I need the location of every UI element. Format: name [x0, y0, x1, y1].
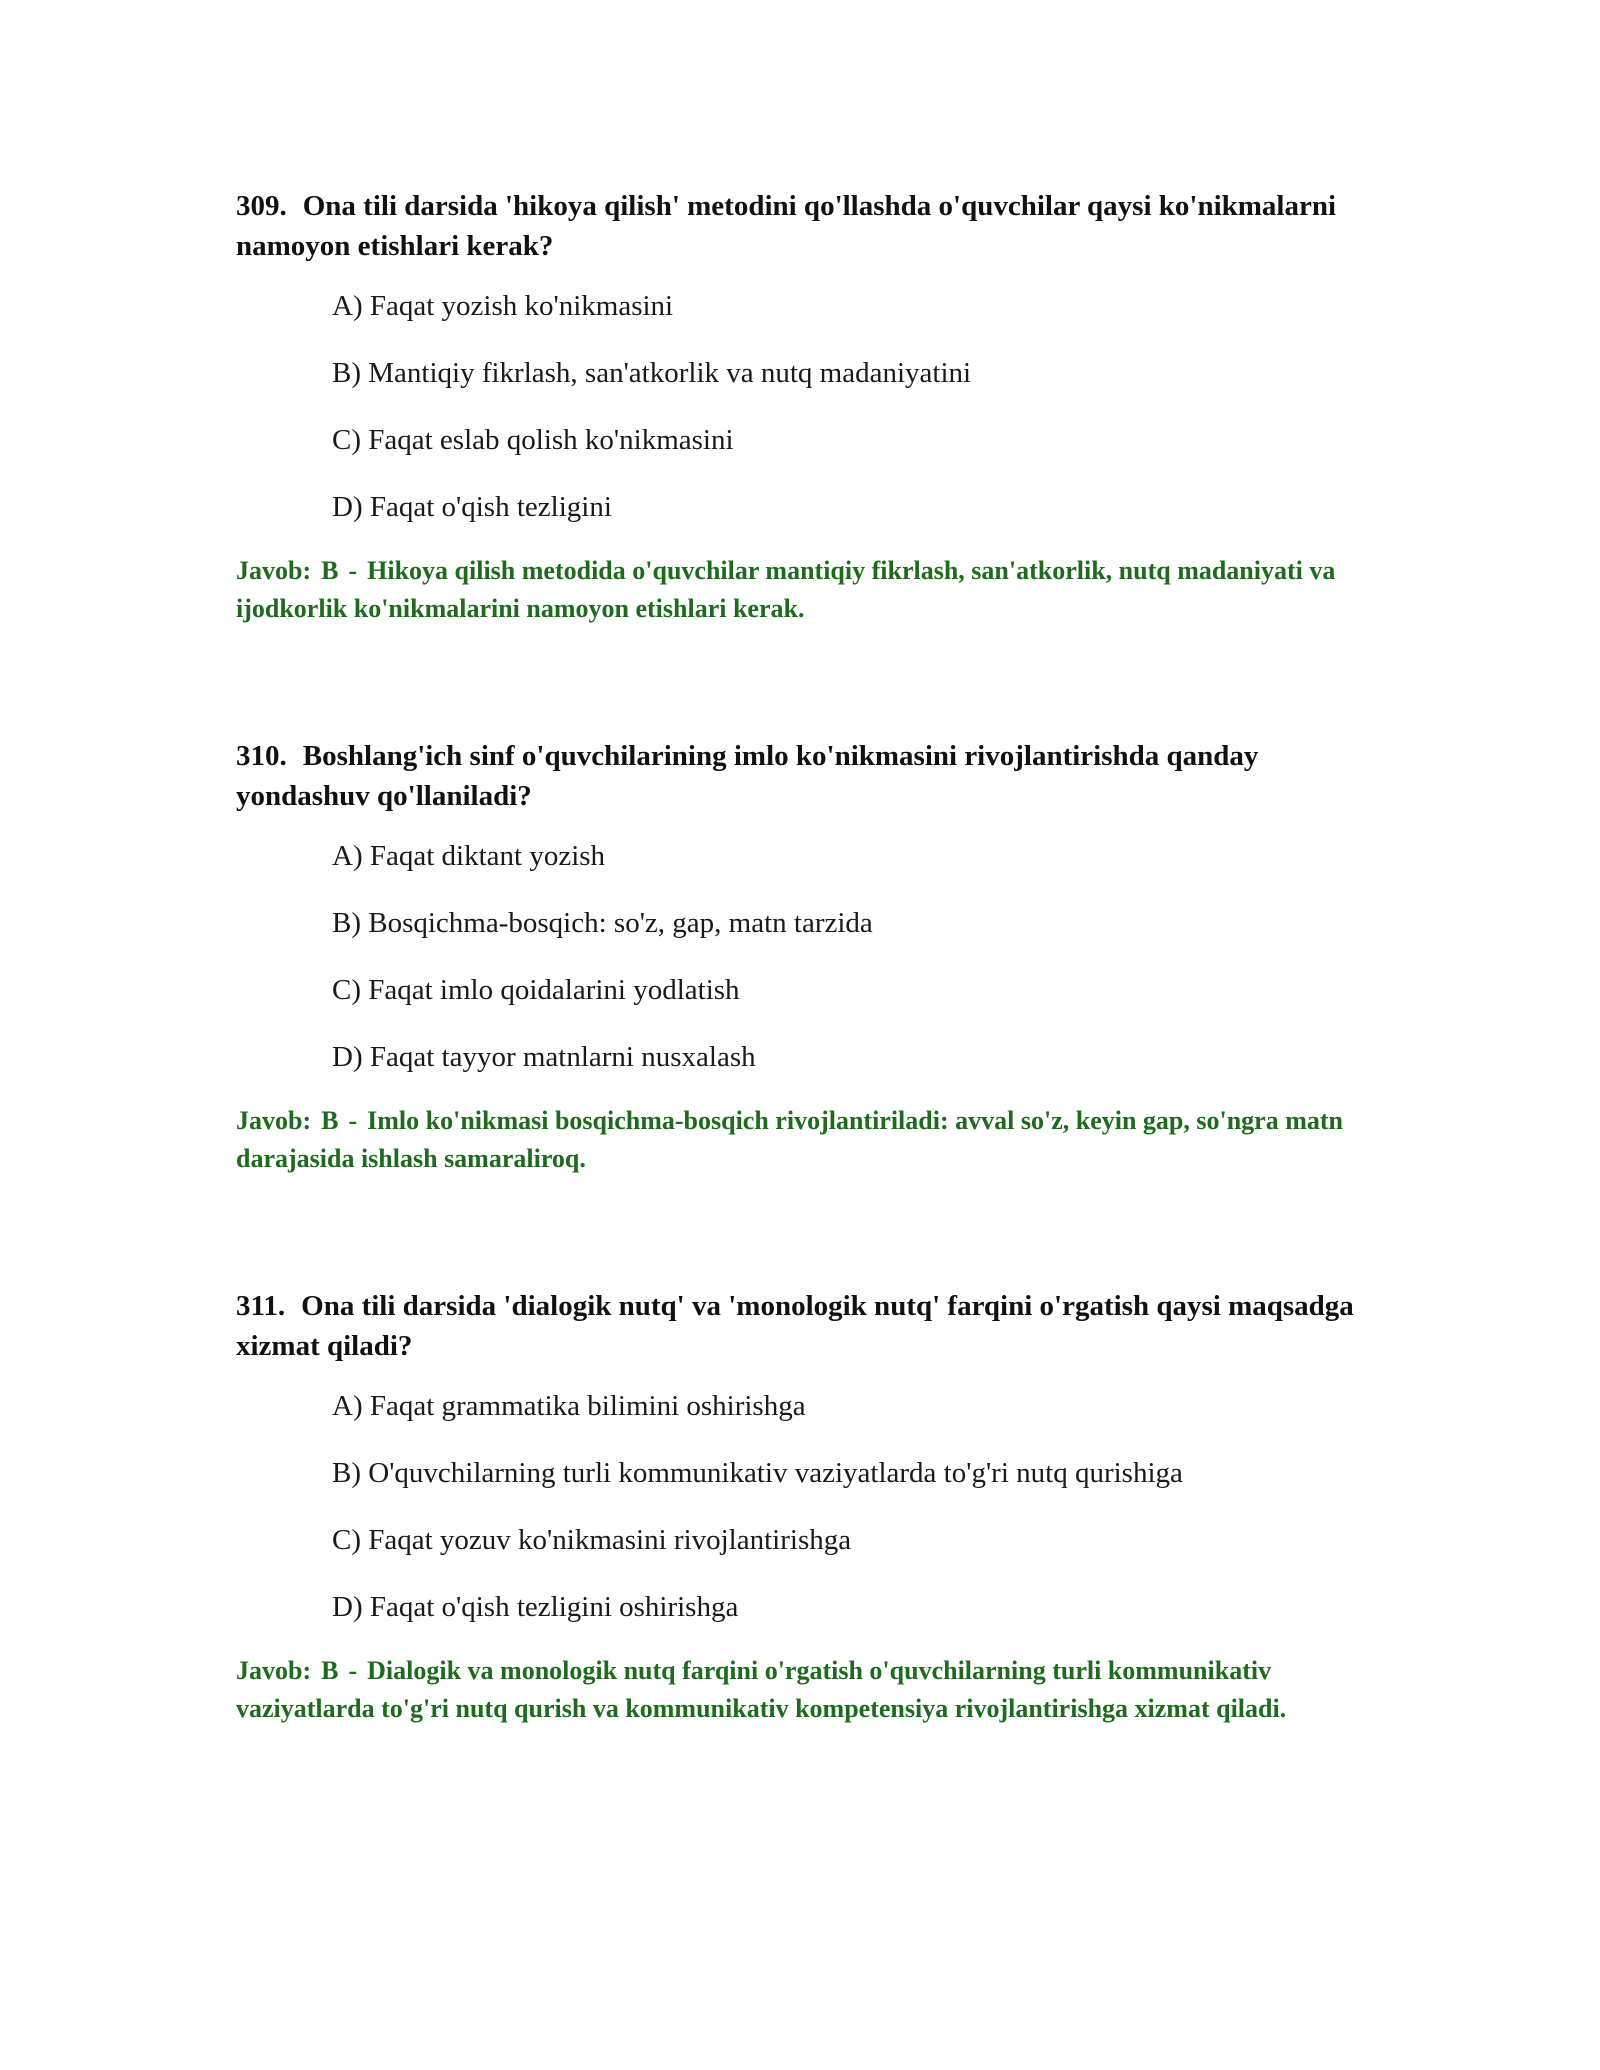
question-number: 311.	[236, 1290, 286, 1322]
option-b: B) O'quvchilarning turli kommunikativ vaziyatlarda to'g'ri nutq qurishiga	[332, 1457, 1183, 1489]
option-a: A) Faqat yozish ko'nikmasini	[332, 290, 674, 322]
option-d: D) Faqat o'qish tezligini	[332, 491, 612, 523]
answer-separator: -	[348, 1106, 358, 1135]
answer-letter: B	[321, 1106, 339, 1135]
option-c: C) Faqat yozuv ko'nikmasini rivojlantirishga	[332, 1524, 852, 1556]
question-text	[236, 1286, 1366, 1366]
option-d: D) Faqat tayyor matnlarni nusxalash	[332, 1041, 756, 1073]
option-a: A) Faqat grammatika bilimini oshirishga	[332, 1390, 806, 1422]
answer-explanation: Imlo ko'nikmasi bosqichma-bosqich rivojlantiriladi: avval so'z, keyin gap, so'ngra matn darajasida ishlash samaraliroq.	[236, 1106, 1343, 1173]
answer	[236, 1652, 1366, 1728]
question-body: Ona tili darsida 'hikoya qilish' metodini qo'llashda o'quvchilar qaysi ko'nikmalarni namoyon etishlari kerak?	[236, 190, 1337, 262]
option-c: C) Faqat imlo qoidalarini yodlatish	[332, 974, 740, 1006]
answer-separator: -	[348, 1656, 358, 1685]
answer-letter: B	[321, 556, 339, 585]
answer-label: Javob:	[236, 1106, 312, 1135]
option-b: B) Bosqichma-bosqich: so'z, gap, matn tarzida	[332, 907, 873, 939]
question-body: Boshlang'ich sinf o'quvchilarining imlo ko'nikmasini rivojlantirishda qanday yondashuv qo'llaniladi?	[236, 740, 1259, 812]
question-311	[236, 1286, 1366, 1728]
answer	[236, 552, 1366, 628]
question-310	[236, 736, 1366, 1178]
option-c: C) Faqat eslab qolish ko'nikmasini	[332, 424, 734, 456]
answer-letter: B	[321, 1656, 339, 1685]
options-list	[332, 288, 1366, 525]
answer-explanation: Dialogik va monologik nutq farqini o'rgatish o'quvchilarning turli kommunikativ vaziyatlarda to'g'ri nutq qurish va kommunikativ kompetensiya rivojlantirishga xizmat qiladi.	[236, 1656, 1287, 1723]
question-text	[236, 186, 1366, 266]
option-d: D) Faqat o'qish tezligini oshirishga	[332, 1591, 739, 1623]
answer-label: Javob:	[236, 1656, 312, 1685]
question-number: 310.	[236, 740, 287, 772]
answer-label: Javob:	[236, 556, 312, 585]
option-b: B) Mantiqiy fikrlash, san'atkorlik va nutq madaniyatini	[332, 357, 972, 389]
question-309	[236, 186, 1366, 628]
answer-explanation: Hikoya qilish metodida o'quvchilar mantiqiy fikrlash, san'atkorlik, nutq madaniyati va ijodkorlik ko'nikmalarini namoyon etishlari kerak.	[236, 556, 1336, 623]
question-body: Ona tili darsida 'dialogik nutq' va 'monologik nutq' farqini o'rgatish qaysi maqsadga xizmat qiladi?	[236, 1290, 1354, 1362]
question-number: 309.	[236, 190, 287, 222]
answer	[236, 1102, 1366, 1178]
options-list	[332, 838, 1366, 1075]
options-list	[332, 1388, 1366, 1625]
option-a: A) Faqat diktant yozish	[332, 840, 606, 872]
question-text	[236, 736, 1366, 816]
answer-separator: -	[348, 556, 358, 585]
